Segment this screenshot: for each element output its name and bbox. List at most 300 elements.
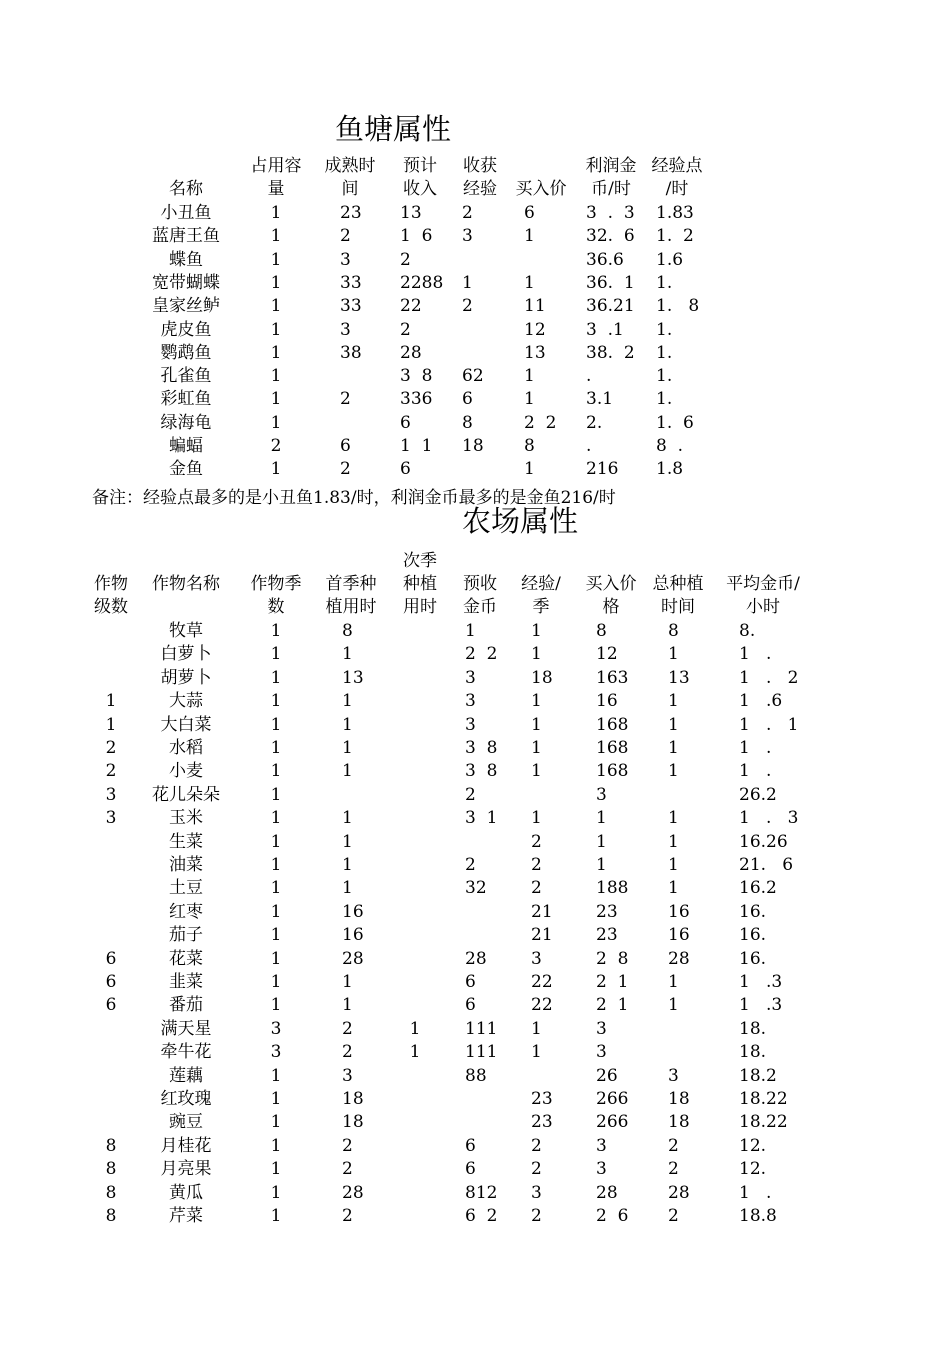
fish-table-cell: 1 [270, 296, 282, 317]
farm-table-cell: 1 [270, 831, 282, 852]
crop-name-cell: 月桂花 [160, 1135, 212, 1156]
farm-table-cell: 168 [596, 761, 629, 782]
crop-name-cell: 番茄 [169, 995, 203, 1016]
farm-table-cell: 8 [596, 621, 607, 641]
farm-table-cell: 2 [465, 855, 476, 875]
fish-header-cell: 经验 [463, 179, 497, 199]
crop-name-cell: 满天星 [160, 1018, 212, 1039]
fish-table-cell: 11 [524, 296, 546, 317]
farm-table-cell: 23 [531, 1089, 553, 1109]
crop-name-cell: 水稻 [169, 738, 203, 758]
farm-table-cell: 18.22 [739, 1089, 788, 1109]
crop-name-cell: 生菜 [169, 831, 203, 852]
farm-header-cell: 季 [532, 597, 550, 617]
farm-table-cell: 1 .6 [739, 691, 783, 712]
farm-table-cell: 1 [342, 972, 353, 992]
farm-table-cell: 163 [596, 667, 629, 688]
farm-table-cell: 1 .3 [739, 972, 783, 992]
fish-table-cell: 33 [340, 296, 362, 317]
farm-table-cell: 1 [342, 714, 353, 735]
farm-table-cell: 22 [531, 995, 553, 1016]
fish-table-cell: 1 [270, 272, 282, 293]
farm-table-cell: 1 [531, 1018, 542, 1039]
farm-table-cell: 1 [531, 644, 542, 665]
fish-table-cell: . [586, 436, 592, 456]
fish-table-cell: 6 [524, 203, 535, 223]
farm-table-cell: 1 . [739, 644, 772, 665]
farm-table-cell: 28 [342, 948, 364, 969]
farm-table-cell: 1 [668, 691, 679, 712]
farm-table-cell: 1 [596, 808, 607, 829]
farm-table-cell: 1 [465, 621, 476, 641]
fish-table-cell: 28 [400, 342, 422, 363]
fish-table-cell: 1. [656, 389, 673, 410]
farm-table-cell: 1 [342, 831, 353, 852]
farm-table-cell: 2 [342, 1206, 353, 1226]
farm-table-cell: 2 8 [596, 948, 629, 969]
farm-table-cell: 1 [270, 925, 282, 946]
farm-table-cell: 2 [668, 1135, 679, 1156]
fish-table-cell: 1 [270, 203, 282, 223]
farm-table-cell: 12. [739, 1159, 767, 1180]
farm-table-cell: 18 [342, 1089, 364, 1109]
fish-table-cell: 1 6 [400, 226, 433, 247]
crop-name-cell: 黄瓜 [169, 1182, 203, 1203]
fish-table-cell: 62 [462, 366, 484, 387]
fish-name-cell: 彩虹鱼 [160, 389, 212, 410]
farm-table-cell: 6 [465, 995, 476, 1016]
farm-header-cell: 金币 [463, 597, 497, 617]
fish-table-cell: 1 [524, 272, 535, 293]
fish-table-cell: 2 [340, 459, 351, 480]
fish-table-cell: 1 [270, 342, 282, 363]
fish-name-cell: 蝙蝠 [169, 436, 203, 456]
farm-table-cell: 6 [465, 1159, 476, 1180]
farm-table-cell: 168 [596, 714, 629, 735]
farm-table-cell: 1 [270, 644, 282, 665]
fish-table-cell: 12 [524, 319, 546, 340]
farm-table-cell: 2 [465, 784, 476, 805]
farm-table-cell: 1 [342, 808, 353, 829]
fish-table-cell: 3 . 3 [586, 203, 635, 223]
farm-table-cell: 1 [270, 1159, 282, 1180]
farm-table-cell: 1 [270, 761, 282, 782]
farm-table-cell: 6 [105, 948, 117, 969]
farm-table-cell: 1 [668, 972, 679, 992]
farm-table-cell: 88 [465, 1065, 487, 1086]
farm-table-cell: 16 [342, 901, 364, 922]
farm-table-cell: 21 [531, 901, 553, 922]
farm-table-cell: 1 [270, 621, 282, 641]
farm-header-cell: 种植 [403, 574, 437, 594]
farm-table-cell: 1 [342, 995, 353, 1016]
crop-name-cell: 豌豆 [169, 1112, 203, 1133]
farm-table-cell: 16. [739, 925, 767, 946]
farm-table-cell: 6 [465, 1135, 476, 1156]
farm-table-cell: 6 2 [465, 1206, 498, 1226]
fish-header-cell: 收获 [463, 156, 497, 176]
fish-table-cell: 36.6 [586, 249, 624, 270]
fish-table-cell: 2. [586, 412, 603, 433]
fish-table-cell: 216 [586, 459, 619, 480]
farm-table-cell: 1 [409, 1018, 421, 1039]
farm-table-cell: 1 [270, 1182, 282, 1203]
crop-name-cell: 玉米 [169, 808, 203, 829]
farm-section-title: 农场属性 [462, 504, 579, 538]
fish-header-cell: 占用容 [250, 156, 302, 176]
farm-table-cell: 1 [270, 691, 282, 712]
farm-table-cell: 3 [596, 1042, 607, 1063]
fish-table-cell: 1. [656, 319, 673, 340]
fish-table-cell: 1. 8 [656, 296, 700, 317]
fish-name-cell: 小丑鱼 [160, 203, 212, 223]
farm-table-cell: 16.2 [739, 878, 777, 899]
fish-table-cell: 1. [656, 272, 673, 293]
farm-table-cell: 23 [531, 1112, 553, 1133]
crop-name-cell: 花儿朵朵 [152, 784, 220, 805]
fish-table-cell: 6 [400, 459, 411, 480]
farm-table-cell: 1 . [739, 738, 772, 758]
farm-table-cell: 3 [668, 1065, 679, 1086]
farm-header-cell: 平均金币/ [726, 574, 800, 594]
farm-table-cell: 1 [531, 1042, 542, 1063]
fish-header-cell: 经验点 [651, 156, 703, 176]
farm-table-cell: 3 [465, 667, 476, 688]
farm-table-cell: 28 [342, 1182, 364, 1203]
farm-header-cell: 首季种 [325, 574, 377, 594]
farm-table-cell: 1 [105, 714, 117, 735]
farm-table-cell: 3 [596, 784, 607, 805]
fish-header-cell: 币/时 [591, 179, 631, 199]
farm-table-cell: 266 [596, 1112, 629, 1133]
fish-name-cell: 金鱼 [169, 459, 203, 480]
farm-table-cell: 6 [105, 995, 117, 1016]
farm-table-cell: 1 [270, 1206, 282, 1226]
fish-table-cell: 38 [340, 342, 362, 363]
farm-table-cell: 2 [668, 1206, 679, 1226]
crop-name-cell: 莲藕 [169, 1065, 203, 1086]
farm-table-cell: 2 [531, 831, 542, 852]
farm-table-cell: 1 [270, 878, 282, 899]
fish-table-cell: 2 [400, 319, 411, 340]
farm-table-cell: 1 [342, 644, 353, 665]
fish-table-cell: 38. 2 [586, 342, 635, 363]
farm-header-cell: 时间 [661, 597, 695, 617]
farm-table-cell: 16 [668, 901, 690, 922]
fish-table-cell: 6 [400, 412, 411, 433]
farm-table-cell: 1 [531, 714, 542, 735]
farm-header-cell: 作物 [94, 574, 128, 594]
farm-table-cell: 28 [668, 1182, 690, 1203]
farm-table-cell: 111 [465, 1042, 498, 1063]
farm-table-cell: 2 [105, 761, 117, 782]
farm-table-cell: 8. [739, 621, 756, 641]
fish-table-cell: 3.1 [586, 389, 614, 410]
farm-table-cell: 13 [342, 667, 364, 688]
farm-table-cell: 18.22 [739, 1112, 788, 1133]
fish-table-cell: 32. 6 [586, 226, 635, 247]
farm-table-cell: 3 [270, 1018, 282, 1039]
farm-table-cell: 1 [270, 1112, 282, 1133]
farm-table-cell: 1 [531, 691, 542, 712]
crop-name-cell: 牵牛花 [160, 1042, 212, 1063]
fish-table-cell: 1 [462, 272, 473, 293]
farm-table-cell: 3 [105, 808, 117, 829]
fish-table-cell: 1 [524, 366, 535, 387]
farm-table-cell: 2 [668, 1159, 679, 1180]
farm-table-cell: 32 [465, 878, 487, 899]
farm-table-cell: 23 [596, 925, 618, 946]
fish-table-cell: 6 [340, 436, 351, 456]
farm-table-cell: 1 [668, 761, 679, 782]
fish-table-cell: 36.21 [586, 296, 635, 317]
crop-name-cell: 大蒜 [169, 691, 203, 712]
farm-header-cell: 预收 [463, 574, 497, 594]
farm-table-cell: 16 [342, 925, 364, 946]
fish-table-cell: 1 [270, 226, 282, 247]
fish-table-cell: 2288 [400, 272, 444, 293]
farm-table-cell: 1 [531, 808, 542, 829]
farm-table-cell: 6 [105, 972, 117, 992]
crop-name-cell: 大白菜 [160, 714, 212, 735]
farm-table-cell: 1 [668, 855, 679, 875]
fish-table-cell: 1 [270, 366, 282, 387]
fish-table-cell: 2 [270, 436, 282, 456]
farm-table-cell: 111 [465, 1018, 498, 1039]
farm-table-cell: 3 [342, 1065, 353, 1086]
farm-table-cell: 1 [531, 738, 542, 758]
farm-table-cell: 168 [596, 738, 629, 758]
fish-table-cell: 2 [462, 296, 473, 317]
farm-table-cell: 2 [531, 1135, 542, 1156]
farm-table-cell: 188 [596, 878, 629, 899]
farm-table-cell: 16. [739, 901, 767, 922]
farm-header-cell: 作物名称 [152, 574, 220, 594]
crop-name-cell: 油菜 [169, 855, 203, 875]
farm-table-cell: 1 [342, 761, 353, 782]
farm-table-cell: 18. [739, 1018, 767, 1039]
farm-table-cell: 3 [105, 784, 117, 805]
farm-table-cell: 8 [105, 1159, 117, 1180]
fish-table-cell: 8 . [656, 436, 684, 456]
farm-header-cell: 数 [267, 597, 285, 617]
fish-table-cell: 336 [400, 389, 433, 410]
farm-table-cell: 812 [465, 1182, 498, 1203]
fish-header-cell: 收入 [403, 179, 437, 199]
farm-table-cell: 21. 6 [739, 855, 794, 875]
farm-table-cell: 16 [668, 925, 690, 946]
farm-table-cell: 3 [465, 714, 476, 735]
farm-table-cell: 1 [270, 995, 282, 1016]
farm-table-cell: 1 [409, 1042, 421, 1063]
farm-table-cell: 266 [596, 1089, 629, 1109]
farm-table-cell: 1 [270, 972, 282, 992]
farm-table-cell: 1 . 3 [739, 808, 799, 829]
farm-table-cell: 2 1 [596, 995, 629, 1016]
farm-table-cell: 18. [739, 1042, 767, 1063]
farm-table-cell: 3 [596, 1159, 607, 1180]
fish-header-cell: 量 [267, 179, 285, 199]
farm-header-cell: 格 [602, 597, 620, 617]
crop-name-cell: 芹菜 [169, 1206, 203, 1226]
crop-name-cell: 茄子 [169, 925, 203, 946]
farm-table-cell: 1 [105, 691, 117, 712]
farm-table-cell: 1 [596, 831, 607, 852]
fish-table-cell: 1. 6 [656, 412, 694, 433]
fish-table-cell: 13 [524, 342, 546, 363]
farm-table-cell: 1 [270, 714, 282, 735]
fish-table-cell: 3 .1 [586, 319, 624, 340]
farm-table-cell: 8 [105, 1206, 117, 1226]
farm-table-cell: 1 . 2 [739, 667, 799, 688]
fish-table-cell: 2 2 [524, 412, 557, 433]
crop-name-cell: 小麦 [169, 761, 203, 782]
fish-header-cell: 成熟时 [324, 156, 376, 176]
crop-name-cell: 土豆 [169, 878, 203, 899]
fish-table-cell: 3 8 [400, 366, 433, 387]
fish-table-cell: 1 [524, 389, 535, 410]
fish-table-cell: 2 [340, 389, 351, 410]
farm-table-cell: 2 [342, 1135, 353, 1156]
farm-table-cell: 1 [531, 621, 542, 641]
crop-name-cell: 牧草 [169, 621, 203, 641]
farm-header-cell: 用时 [403, 597, 437, 617]
farm-table-cell: 1 [270, 1065, 282, 1086]
fish-header-cell: 名称 [169, 179, 203, 199]
farm-table-cell: 28 [668, 948, 690, 969]
farm-header-cell: 经验/ [521, 574, 561, 594]
fish-name-cell: 孔雀鱼 [160, 366, 212, 387]
fish-header-cell: 预计 [403, 156, 437, 176]
farm-table-cell: 26 [596, 1065, 618, 1086]
crop-name-cell: 花菜 [169, 948, 203, 969]
fish-table-cell: 6 [462, 389, 473, 410]
farm-table-cell: 28 [596, 1182, 618, 1203]
crop-name-cell: 月亮果 [160, 1159, 212, 1180]
farm-table-cell: 18 [668, 1089, 690, 1109]
farm-table-cell: 2 6 [596, 1206, 629, 1226]
fish-name-cell: 蝶鱼 [169, 249, 203, 270]
fish-header-cell: 间 [341, 179, 359, 199]
farm-header-cell: 级数 [94, 597, 128, 617]
farm-table-cell: 3 1 [465, 808, 498, 829]
farm-table-cell: 2 [531, 1206, 542, 1226]
farm-table-cell: 1 [596, 855, 607, 875]
fish-note: 备注：经验点最多的是小丑鱼1.83/时，利润金币最多的是金鱼216/时 [92, 488, 616, 508]
farm-table-cell: 8 [342, 621, 353, 641]
farm-table-cell: 18.2 [739, 1065, 777, 1086]
farm-table-cell: 1 [668, 808, 679, 829]
farm-table-cell: 23 [596, 901, 618, 922]
farm-header-cell: 作物季 [250, 574, 302, 594]
fish-table-cell: 1 [270, 389, 282, 410]
fish-table-cell: 1 [270, 459, 282, 480]
farm-table-cell: 1 [270, 784, 282, 805]
fish-table-cell: 1 1 [400, 436, 433, 456]
fish-name-cell: 虎皮鱼 [160, 319, 212, 340]
farm-table-cell: 2 [531, 878, 542, 899]
farm-table-cell: 3 [531, 948, 542, 969]
farm-table-cell: 2 2 [465, 644, 498, 665]
farm-table-cell: 2 [342, 1018, 353, 1039]
fish-table-cell: 1 [524, 459, 535, 480]
farm-table-cell: 1 [270, 738, 282, 758]
fish-table-cell: 1. [656, 366, 673, 387]
farm-table-cell: 28 [465, 948, 487, 969]
farm-header-cell: 植用时 [325, 597, 377, 617]
fish-name-cell: 绿海龟 [160, 412, 212, 433]
fish-table-cell: 3 [340, 249, 351, 270]
farm-table-cell: 16 [596, 691, 618, 712]
farm-table-cell: 1 [342, 878, 353, 899]
fish-table-cell: 2 [462, 203, 473, 223]
fish-table-cell: 1. [656, 342, 673, 363]
farm-table-cell: 1 . [739, 761, 772, 782]
fish-section-title: 鱼塘属性 [335, 112, 452, 146]
farm-table-cell: 1 [270, 1135, 282, 1156]
farm-table-cell: 1 [668, 738, 679, 758]
fish-table-cell: 13 [400, 203, 422, 223]
fish-table-cell: 18 [462, 436, 484, 456]
farm-table-cell: 8 [105, 1135, 117, 1156]
farm-table-cell: 1 [668, 995, 679, 1016]
fish-table-cell: 22 [400, 296, 422, 317]
farm-table-cell: 2 [342, 1042, 353, 1063]
farm-table-cell: 3 8 [465, 761, 498, 782]
farm-table-cell: 1 [668, 878, 679, 899]
farm-table-cell: 2 [531, 1159, 542, 1180]
farm-table-cell: 16. [739, 948, 767, 969]
crop-name-cell: 红玫瑰 [160, 1089, 212, 1109]
farm-table-cell: 8 [105, 1182, 117, 1203]
farm-table-cell: 2 [105, 738, 117, 758]
farm-table-cell: 16.26 [739, 831, 788, 852]
fish-table-cell: 36. 1 [586, 272, 635, 293]
fish-name-cell: 皇家丝鲈 [152, 296, 220, 317]
fish-table-cell: 1.6 [656, 249, 684, 270]
fish-table-cell: 2 [400, 249, 411, 270]
farm-table-cell: 1 . [739, 1182, 772, 1203]
crop-name-cell: 胡萝卜 [160, 667, 212, 688]
fish-header-cell: /时 [665, 179, 689, 199]
farm-table-cell: 3 8 [465, 738, 498, 758]
fish-name-cell: 鹦鹉鱼 [160, 342, 212, 363]
farm-table-cell: 3 [531, 1182, 542, 1203]
farm-table-cell: 1 .3 [739, 995, 783, 1016]
farm-table-cell: 18 [668, 1112, 690, 1133]
farm-table-cell: 2 [342, 1159, 353, 1180]
farm-table-cell: 1 [342, 738, 353, 758]
farm-table-cell: 3 [596, 1018, 607, 1039]
fish-table-cell: 1. 2 [656, 226, 694, 247]
farm-table-cell: 1 [270, 901, 282, 922]
farm-table-cell: 1 [531, 761, 542, 782]
farm-table-cell: 18.8 [739, 1206, 777, 1226]
fish-table-cell: 23 [340, 203, 362, 223]
farm-table-cell: 1 . 1 [739, 714, 799, 735]
farm-table-cell: 12. [739, 1135, 767, 1156]
fish-table-cell: 33 [340, 272, 362, 293]
farm-table-cell: 2 1 [596, 972, 629, 992]
farm-table-cell: 3 [465, 691, 476, 712]
fish-table-cell: 1 [270, 412, 282, 433]
farm-table-cell: 1 [668, 831, 679, 852]
farm-table-cell: 3 [270, 1042, 282, 1063]
farm-table-cell: 1 [270, 1089, 282, 1109]
fish-header-cell: 买入价 [515, 179, 567, 199]
farm-table-cell: 22 [531, 972, 553, 992]
farm-table-cell: 1 [270, 808, 282, 829]
